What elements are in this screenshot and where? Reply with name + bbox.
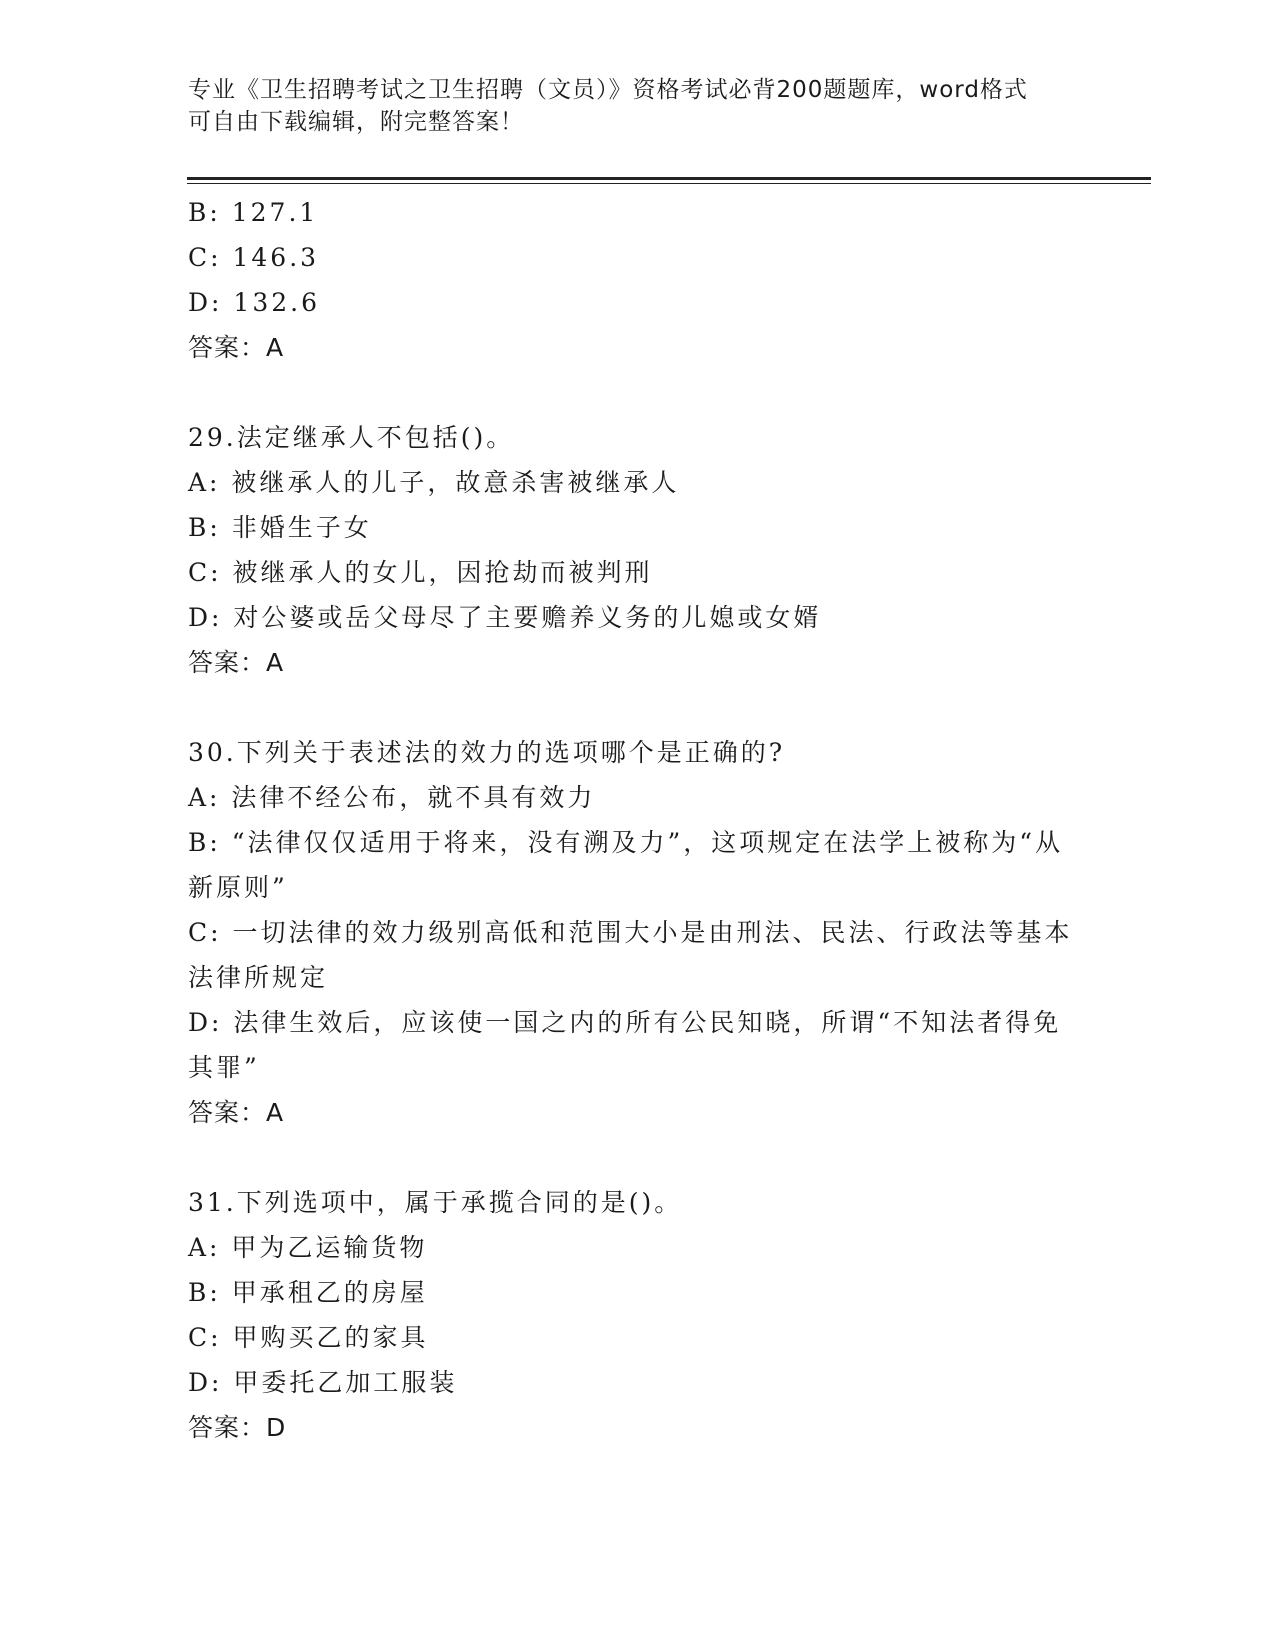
content: [188, 190, 1088, 1450]
option-c: C: 被继承人的女儿，因抢劫而被判刑: [188, 558, 653, 587]
option-d: D: 132.6: [188, 288, 320, 317]
answer-line: 答案：D: [188, 1413, 287, 1442]
answer-line: 答案：A: [188, 1098, 285, 1127]
header-line-2: 可自由下载编辑，附完整答案！: [188, 109, 524, 135]
option-b: B: 127.1: [188, 198, 319, 227]
option-d: D: 甲委托乙加工服装: [188, 1368, 458, 1397]
header-line-1: 专业《卫生招聘考试之卫生招聘（文员）》资格考试必背200题题库，word格式: [188, 77, 1028, 103]
option-a: A: 被继承人的儿子，故意杀害被继承人: [188, 468, 680, 497]
question-stem: 29.法定继承人不包括()。: [188, 423, 515, 452]
question-31: [188, 1180, 1088, 1450]
option-b: B: 甲承租乙的房屋: [188, 1278, 428, 1307]
option-a: A: 甲为乙运输货物: [188, 1233, 428, 1262]
question-stem: 31.下列选项中，属于承揽合同的是()。: [188, 1188, 683, 1217]
option-b: B: “法律仅仅适用于将来，没有溯及力”，这项规定在法学上被称为“从新原则”: [188, 828, 1064, 902]
question-30: [188, 730, 1088, 1135]
option-c: C: 146.3: [188, 243, 320, 272]
question-stem: 30.下列关于表述法的效力的选项哪个是正确的?: [188, 738, 786, 767]
answer-line: 答案：A: [188, 333, 285, 362]
option-a: A: 法律不经公布，就不具有效力: [188, 783, 596, 812]
option-d: D: 法律生效后，应该使一国之内的所有公民知晓，所谓“不知法者得免其罪”: [188, 1008, 1062, 1082]
answer-line: 答案：A: [188, 648, 285, 677]
option-c: C: 一切法律的效力级别高低和范围大小是由刑法、民法、行政法等基本法律所规定: [188, 918, 1073, 992]
option-c: C: 甲购买乙的家具: [188, 1323, 429, 1352]
header-rule: [187, 177, 1151, 180]
option-b: B: 非婚生子女: [188, 513, 372, 542]
prev-question-block: [188, 190, 1088, 370]
question-29: [188, 415, 1088, 685]
page-header: [188, 74, 1088, 138]
option-d: D: 对公婆或岳父母尽了主要赡养义务的儿媳或女婿: [188, 603, 822, 632]
header-rule-thin: [187, 183, 1151, 184]
